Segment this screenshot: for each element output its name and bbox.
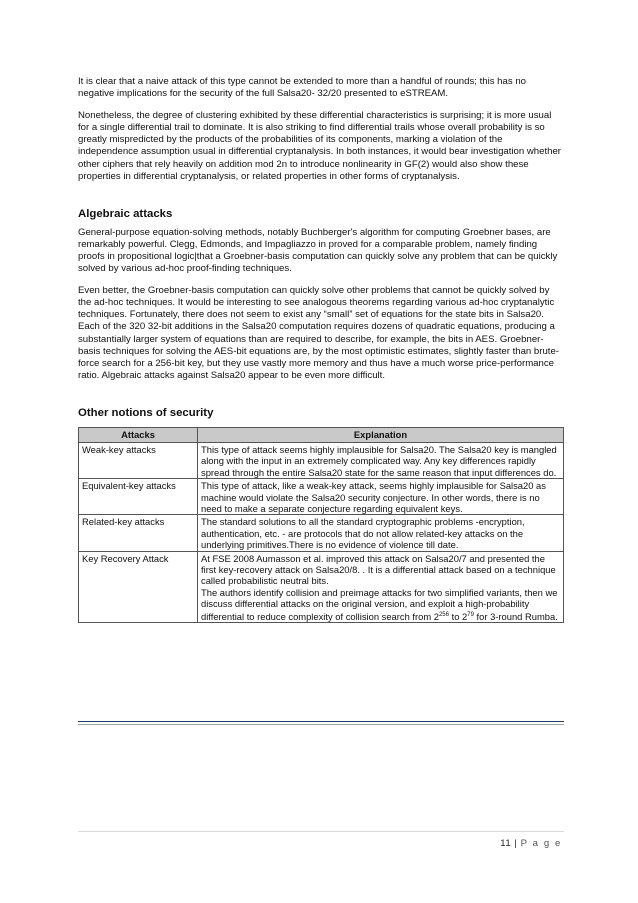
attack-name-cell: Equivalent-key attacks — [79, 479, 198, 515]
document-page — [78, 76, 564, 623]
security-table — [78, 427, 564, 623]
heading-algebraic-attacks: Algebraic attacks — [78, 207, 173, 220]
paragraph-clustering: Nonetheless, the degree of clustering exhibited by these differential characteristics is surprising; it is more usual for a single differential trail to dominate. It is also striking to find differential trails whose overall probability is so greatly mispredicted by the products of the probabilities of its components, marking a violation of the independence assumption usual in differential cryptanalysis. In both instances, it would bear investigation whether other ciphers that rely heavily on addition mod 2n to introduce nonlinearity in GF(2) would also show these properties in differential cryptanalysis, or related properties in other forms of cryptanalysis. — [78, 110, 561, 182]
table-row — [79, 551, 564, 623]
exponent-256: 256 — [438, 611, 449, 618]
attack-name-cell: Key Recovery Attack — [79, 551, 198, 623]
attack-name-cell: Related-key attacks — [79, 515, 198, 551]
explanation-cell: The standard solutions to all the standard cryptographic problems -encryption, authentication, etc. - are protocols that do not allow related-key attacks on the underlying primitives.There is no evidence of violence till date. — [198, 515, 564, 551]
column-header-explanation: Explanation — [198, 427, 564, 442]
column-header-attacks: Attacks — [79, 427, 198, 442]
table-row — [79, 515, 564, 551]
explanation-cell: This type of attack seems highly implausible for Salsa20. The Salsa20 key is mangled along with the input in an extremely complicated way. Any key differences rapidly spread through the entire Salsa20 state for the same reason that input differences do. — [198, 442, 564, 478]
section-divider-shadow — [78, 724, 564, 725]
table-row — [79, 442, 564, 478]
explanation-cell — [198, 551, 564, 623]
paragraph-naive-attack: It is clear that a naive attack of this type cannot be extended to more than a handful of rounds; this has no negative implications for the security of the full Salsa20- 32/20 presented to eSTREAM. — [78, 76, 526, 100]
explanation-cell: This type of attack, like a weak-key attack, seems highly implausible for Salsa20 as machine would violate the Salsa20 security conjecture. In other words, there is no need to make a separate conjecture regarding equivalent keys. — [198, 479, 564, 515]
page-footer — [500, 838, 562, 849]
footer-separator: | — [511, 838, 521, 849]
explanation-part-d: for 3-round Rumba. — [473, 610, 558, 622]
section-divider — [78, 721, 564, 722]
page-number: 11 — [500, 838, 512, 849]
page-label: P a g e — [520, 838, 562, 849]
attack-name-cell: Weak-key attacks — [79, 442, 198, 478]
heading-other-notions: Other notions of security — [78, 406, 214, 419]
explanation-part-c: to 2 — [448, 610, 468, 622]
paragraph-groebner-methods: General-purpose equation-solving methods, notably Buchberger's algorithm for computing Groebner bases, are remarkably powerful. Clegg, Edmonds, and Impagliazzo in proved for a comparable problem, namely finding proofs in propositional logic|that a Groebner-basis computation can quickly solve any problem that can be quickly solved by various ad-hoc proof-finding techniques. — [78, 226, 558, 275]
explanation-part-b: The authors identify collision and preimage attacks for two simplified variants, then we discuss differential attacks on the original version, and exploit a high-probability differential to reduce complexity of collision search from 2 — [201, 586, 558, 622]
explanation-part-a: At FSE 2008 Aumasson et al. improved this attack on Salsa20/7 and presented the first key-recovery attack on Salsa20/8. . It is a differential attack based on a technique called probabilistic neutral bits. — [201, 552, 556, 587]
table-header-row — [79, 427, 564, 442]
exponent-79: 79 — [467, 611, 474, 618]
footer-divider — [78, 831, 564, 832]
paragraph-groebner-computation: Even better, the Groebner-basis computation can quickly solve other problems that cannot be quickly solved by the ad-hoc techniques. It would be interesting to see analogous theorems regarding various ad-hoc cryptanalytic techniques. Fortunately, there does not seem to exist any “small” set of equations for the state bits in Salsa20. Each of the 320 32-bit additions in the Salsa20 computation requires dozens of quadratic equations, producing a substantially larger system of equations than are required to describe, for example, the bits in AES. Groebner-basis techniques for solving the AES-bit equations are, by the most optimistic estimates, slightly faster than brute-force search for a 256-bit key, but they use vastly more memory and thus have a much worse price-performance ratio. Algebraic attacks against Salsa20 appear to be even more difficult. — [78, 285, 559, 381]
table-row — [79, 479, 564, 515]
